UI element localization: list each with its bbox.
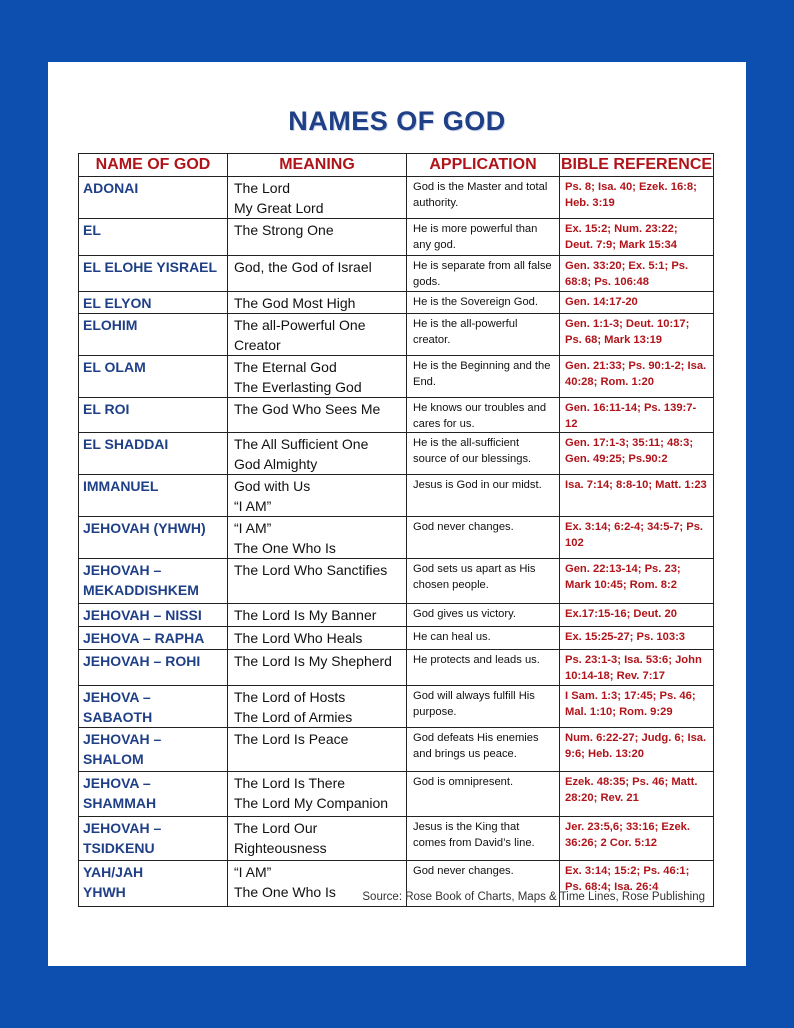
table-row — [79, 356, 714, 398]
name-cell: JEHOVA – SHAMMAH — [79, 772, 228, 817]
application-cell: God defeats His enemies and brings us peace. — [407, 728, 560, 772]
table-row — [79, 292, 714, 314]
table-row — [79, 604, 714, 627]
name-cell: JEHOVA – RAPHA — [79, 627, 228, 650]
reference-cell: Gen. 21:33; Ps. 90:1-2; Isa. 40:28; Rom. 1:20 — [560, 356, 714, 398]
col-header-meaning: MEANING — [228, 154, 407, 177]
meaning-cell: God, the God of Israel — [228, 256, 407, 292]
meaning-cell: God with Us “I AM” — [228, 475, 407, 517]
application-cell: God never changes. — [407, 861, 560, 907]
reference-cell: Ps. 8; Isa. 40; Ezek. 16:8; Heb. 3:19 — [560, 177, 714, 219]
name-cell: ADONAI — [79, 177, 228, 219]
meaning-cell: “I AM” The One Who Is — [228, 517, 407, 559]
table-row — [79, 517, 714, 559]
meaning-cell: The all-Powerful One Creator — [228, 314, 407, 356]
name-cell: EL — [79, 219, 228, 256]
name-cell: JEHOVAH – NISSI — [79, 604, 228, 627]
application-cell: God is the Master and total authority. — [407, 177, 560, 219]
application-cell: God sets us apart as His chosen people. — [407, 559, 560, 604]
reference-cell: Ex. 3:14; 15:2; Ps. 46:1; Ps. 68:4; Isa. 26:4 — [560, 861, 714, 907]
meaning-cell: The Lord of Hosts The Lord of Armies — [228, 686, 407, 728]
application-cell: Jesus is God in our midst. — [407, 475, 560, 517]
table-row — [79, 314, 714, 356]
meaning-cell: The Lord Is My Banner — [228, 604, 407, 627]
meaning-cell: The Lord Is Peace — [228, 728, 407, 772]
table-row — [79, 398, 714, 433]
reference-cell: Gen. 16:11-14; Ps. 139:7-12 — [560, 398, 714, 433]
table-row — [79, 772, 714, 817]
application-cell: He is the all-sufficient source of our blessings. — [407, 433, 560, 475]
meaning-cell: The Lord My Great Lord — [228, 177, 407, 219]
name-cell: YAH/JAH YHWH — [79, 861, 228, 907]
meaning-cell: The Lord Is My Shepherd — [228, 650, 407, 686]
reference-cell: Ex. 15:25-27; Ps. 103:3 — [560, 627, 714, 650]
reference-cell: Ex. 3:14; 6:2-4; 34:5-7; Ps. 102 — [560, 517, 714, 559]
meaning-cell: The Lord Our Righteousness — [228, 817, 407, 861]
reference-cell: Gen. 33:20; Ex. 5:1; Ps. 68:8; Ps. 106:48 — [560, 256, 714, 292]
source-citation: Source: Rose Book of Charts, Maps & Time Lines, Rose Publishing — [362, 891, 705, 903]
application-cell: He knows our troubles and cares for us. — [407, 398, 560, 433]
application-cell: He is the Sovereign God. — [407, 292, 560, 314]
page-title: NAMES OF GOD — [288, 106, 506, 136]
col-header-application: APPLICATION — [407, 154, 560, 177]
name-cell: ELOHIM — [79, 314, 228, 356]
reference-cell: Gen. 14:17-20 — [560, 292, 714, 314]
chart-page — [48, 62, 746, 966]
application-cell: God never changes. — [407, 517, 560, 559]
reference-cell: Ex.17:15-16; Deut. 20 — [560, 604, 714, 627]
application-cell: He protects and leads us. — [407, 650, 560, 686]
names-table — [78, 153, 714, 907]
name-cell: JEHOVAH – MEKADDISHKEM — [79, 559, 228, 604]
meaning-cell: The God Who Sees Me — [228, 398, 407, 433]
meaning-cell: The Lord Who Heals — [228, 627, 407, 650]
reference-cell: Num. 6:22-27; Judg. 6; Isa. 9:6; Heb. 13:20 — [560, 728, 714, 772]
name-cell: EL SHADDAI — [79, 433, 228, 475]
application-cell: He can heal us. — [407, 627, 560, 650]
reference-cell: Gen. 22:13-14; Ps. 23; Mark 10:45; Rom. 8:2 — [560, 559, 714, 604]
reference-cell: Ex. 15:2; Num. 23:22; Deut. 7:9; Mark 15:34 — [560, 219, 714, 256]
header-row — [79, 154, 714, 177]
name-cell: EL OLAM — [79, 356, 228, 398]
table-row — [79, 627, 714, 650]
table-row — [79, 475, 714, 517]
table-row — [79, 219, 714, 256]
name-cell: EL ELOHE YISRAEL — [79, 256, 228, 292]
table-row — [79, 650, 714, 686]
name-cell: JEHOVAH (YHWH) — [79, 517, 228, 559]
reference-cell: Isa. 7:14; 8:8-10; Matt. 1:23 — [560, 475, 714, 517]
application-cell: God gives us victory. — [407, 604, 560, 627]
table-row — [79, 433, 714, 475]
name-cell: JEHOVAH – ROHI — [79, 650, 228, 686]
meaning-cell: “I AM” The One Who Is — [228, 861, 407, 907]
name-cell: IMMANUEL — [79, 475, 228, 517]
reference-cell: Ps. 23:1-3; Isa. 53:6; John 10:14-18; Rev. 7:17 — [560, 650, 714, 686]
meaning-cell: The God Most High — [228, 292, 407, 314]
name-cell: JEHOVA – SABAOTH — [79, 686, 228, 728]
reference-cell: Gen. 1:1-3; Deut. 10:17; Ps. 68; Mark 13:19 — [560, 314, 714, 356]
application-cell: He is the Beginning and the End. — [407, 356, 560, 398]
application-cell: Jesus is the King that comes from David’s line. — [407, 817, 560, 861]
reference-cell: Gen. 17:1-3; 35:11; 48:3; Gen. 49:25; Ps.90:2 — [560, 433, 714, 475]
name-cell: EL ROI — [79, 398, 228, 433]
meaning-cell: The Eternal God The Everlasting God — [228, 356, 407, 398]
meaning-cell: The Strong One — [228, 219, 407, 256]
application-cell: He is more powerful than any god. — [407, 219, 560, 256]
meaning-cell: The Lord Who Sanctifies — [228, 559, 407, 604]
meaning-cell: The Lord Is There The Lord My Companion — [228, 772, 407, 817]
meaning-cell: The All Sufficient One God Almighty — [228, 433, 407, 475]
reference-cell: I Sam. 1:3; 17:45; Ps. 46; Mal. 1:10; Rom. 9:29 — [560, 686, 714, 728]
application-cell: God will always fulfill His purpose. — [407, 686, 560, 728]
reference-cell: Ezek. 48:35; Ps. 46; Matt. 28:20; Rev. 21 — [560, 772, 714, 817]
application-cell: He is the all-powerful creator. — [407, 314, 560, 356]
col-header-name: NAME OF GOD — [79, 154, 228, 177]
application-cell: God is omnipresent. — [407, 772, 560, 817]
table-row — [79, 256, 714, 292]
table-row — [79, 686, 714, 728]
name-cell: JEHOVAH – TSIDKENU — [79, 817, 228, 861]
table-row — [79, 817, 714, 861]
col-header-reference: BIBLE REFERENCE — [560, 154, 714, 177]
table-row — [79, 177, 714, 219]
table-row — [79, 559, 714, 604]
reference-cell: Jer. 23:5,6; 33:16; Ezek. 36:26; 2 Cor. 5:12 — [560, 817, 714, 861]
name-cell: JEHOVAH – SHALOM — [79, 728, 228, 772]
table-row — [79, 728, 714, 772]
name-cell: EL ELYON — [79, 292, 228, 314]
application-cell: He is separate from all false gods. — [407, 256, 560, 292]
